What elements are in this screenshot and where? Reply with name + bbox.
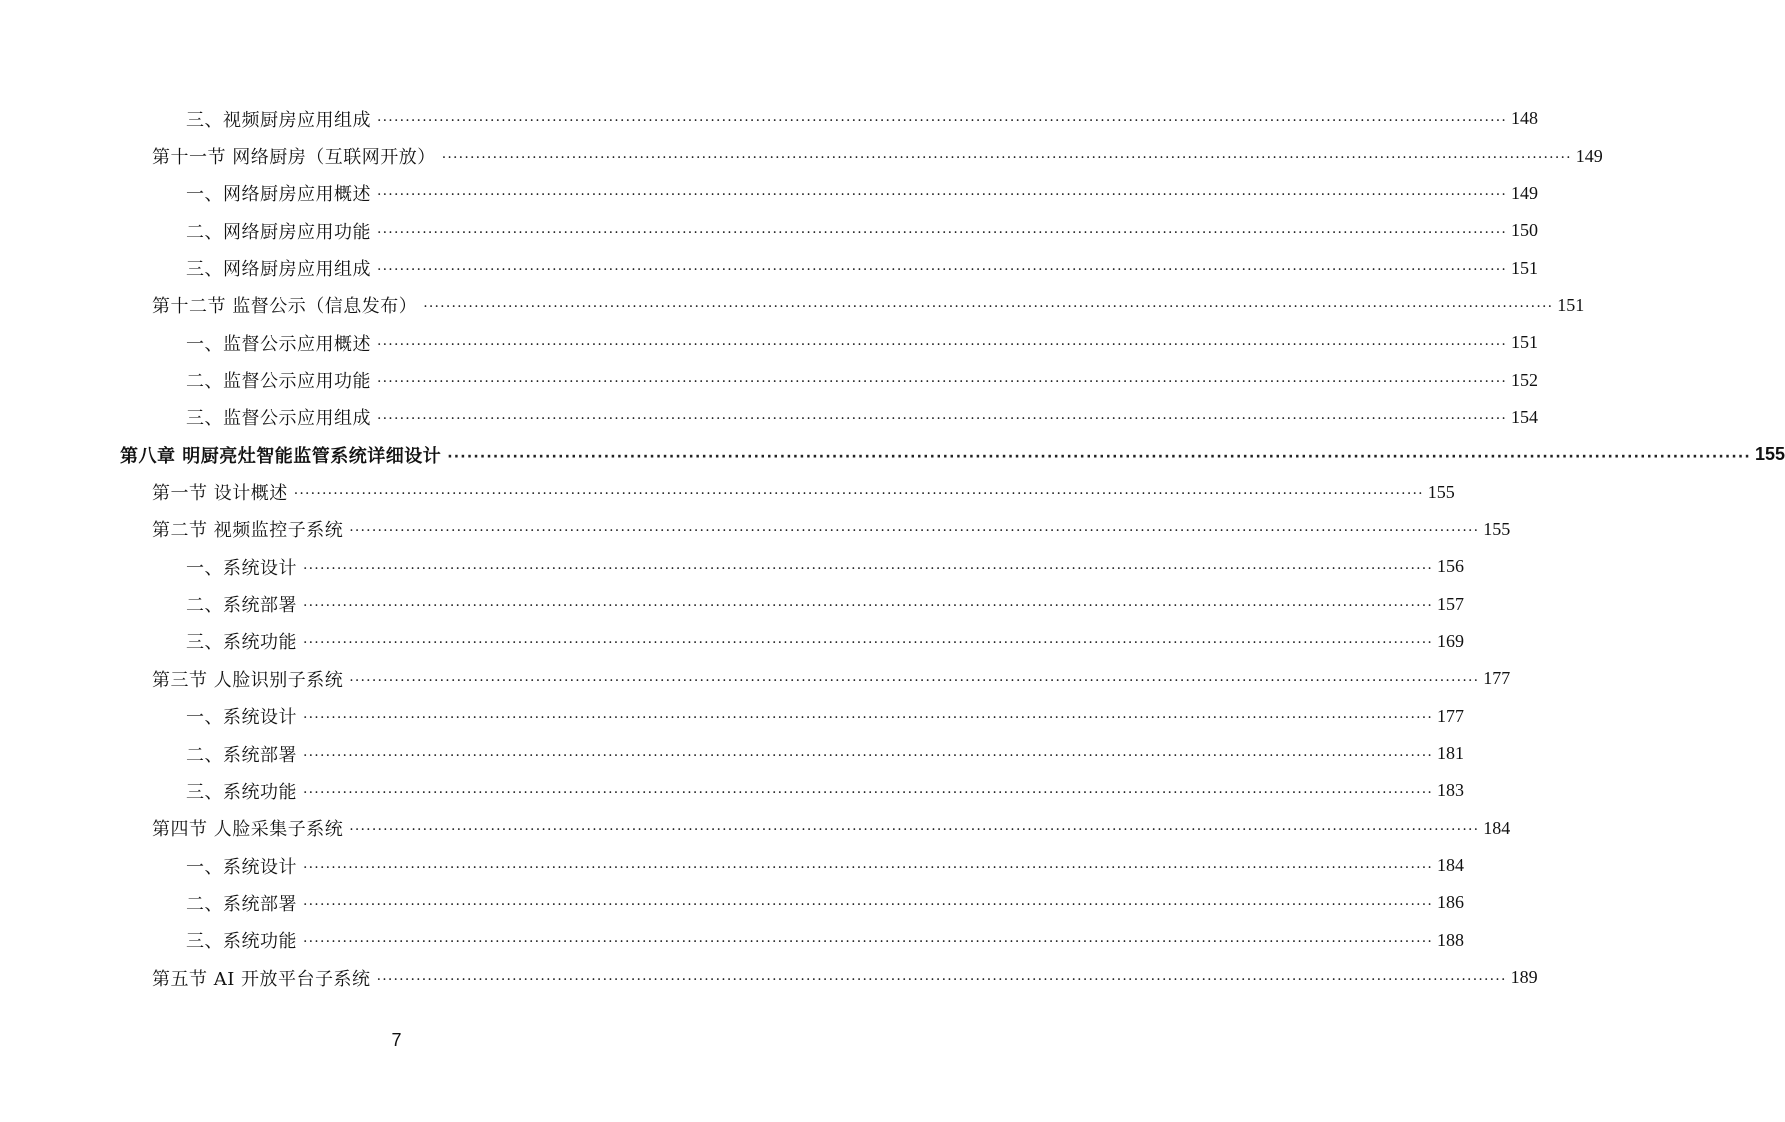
toc-entry[interactable] [0,847,1465,884]
toc-leader-dots: ········································································································································································································ [303,934,1434,951]
toc-entry[interactable] [0,137,1603,174]
toc-entry-page: 156 [1437,556,1465,577]
toc-entry[interactable] [0,100,1539,137]
toc-entry[interactable] [0,884,1465,921]
toc-entry-title: 二、监督公示应用功能 [186,371,371,393]
toc-entry[interactable] [0,361,1539,398]
toc-leader-dots: ········································································································································································································ [349,672,1480,689]
toc-entry-title: 第二节 视频监控子系统 [152,520,344,542]
toc-entry[interactable] [0,735,1465,772]
page-number: 7 [391,1030,402,1050]
toc-leader-dots: ········································································································································································································ [377,187,1508,204]
table-of-contents [0,100,1785,996]
toc-entry-page: 150 [1511,220,1539,241]
toc-entry-title: 第十一节 网络厨房（互联网开放） [152,147,436,169]
toc-leader-dots: ········································································································································································································ [303,784,1434,801]
toc-entry-page: 149 [1511,182,1539,203]
toc-entry-title: 二、网络厨房应用功能 [186,221,371,243]
toc-entry-title: 一、系统设计 [186,707,297,729]
toc-entry[interactable] [0,212,1539,249]
toc-entry-title: 三、系统功能 [186,781,297,803]
toc-leader-dots: ········································································································································································································ [377,411,1508,428]
toc-leader-dots: ········································································································································································································ [376,971,1507,988]
toc-entry[interactable] [0,585,1465,622]
toc-entry-page: 151 [1511,332,1539,353]
toc-entry[interactable] [0,623,1465,660]
toc-entry-page: 149 [1575,145,1603,166]
toc-entry-title: 第四节 人脸采集子系统 [152,819,344,841]
toc-leader-dots: ········································································································································································································ [377,336,1508,353]
toc-entry[interactable] [0,287,1585,324]
toc-entry[interactable] [0,772,1465,809]
toc-entry-page: 155 [1754,444,1785,465]
toc-entry-title: 第八章 明厨亮灶智能监管系统详细设计 [120,445,442,467]
toc-entry[interactable] [0,511,1511,548]
toc-entry-page: 183 [1437,780,1465,801]
toc-entry[interactable] [0,959,1538,996]
toc-leader-dots: ········································································································································································································ [423,299,1554,316]
toc-leader-dots: ········································································································································································································ [447,448,1751,465]
toc-leader-dots: ········································································································································································································ [349,822,1480,839]
toc-entry-page: 169 [1437,630,1465,651]
toc-entry-page: 157 [1437,593,1465,614]
toc-entry-page: 155 [1483,518,1511,539]
toc-entry-title: 第十二节 监督公示（信息发布） [152,296,418,318]
toc-entry-title: 三、系统功能 [186,632,297,654]
toc-entry-page: 189 [1510,967,1538,988]
toc-entry-page: 177 [1483,668,1511,689]
toc-entry[interactable] [0,922,1465,959]
toc-entry[interactable] [0,249,1539,286]
toc-entry-title: 一、网络厨房应用概述 [186,184,371,206]
toc-entry-title: 一、系统设计 [186,856,297,878]
toc-entry-page: 184 [1437,855,1465,876]
toc-entry[interactable] [0,175,1539,212]
toc-entry-page: 155 [1427,481,1455,502]
toc-leader-dots: ········································································································································································································ [303,560,1434,577]
toc-entry-page: 177 [1437,705,1465,726]
toc-leader-dots: ········································································································································································································ [441,150,1572,167]
toc-entry-title: 二、系统部署 [186,893,297,915]
toc-entry-title: 一、监督公示应用概述 [186,333,371,355]
toc-entry-title: 第一节 设计概述 [152,483,288,505]
toc-entry-page: 151 [1511,257,1539,278]
toc-entry-page: 188 [1437,929,1465,950]
toc-entry[interactable] [0,660,1511,697]
toc-leader-dots: ········································································································································································································ [377,112,1508,129]
toc-leader-dots: ········································································································································································································ [303,598,1434,615]
toc-leader-dots: ········································································································································································································ [303,896,1434,913]
toc-entry-title: 三、监督公示应用组成 [186,408,371,430]
toc-entry-page: 186 [1437,892,1465,913]
toc-entry-page: 151 [1557,294,1585,315]
toc-entry[interactable] [0,810,1511,847]
toc-entry-page: 181 [1437,743,1465,764]
toc-entry-title: 第五节 AI 开放平台子系统 [152,968,371,990]
toc-leader-dots: ········································································································································································································ [303,859,1434,876]
toc-leader-dots: ········································································································································································································ [377,374,1508,391]
toc-entry[interactable] [0,548,1465,585]
toc-entry-title: 一、系统设计 [186,557,297,579]
toc-entry-title: 二、系统部署 [186,744,297,766]
toc-leader-dots: ········································································································································································································ [303,747,1434,764]
toc-entry-page: 148 [1511,108,1539,129]
toc-leader-dots: ········································································································································································································ [377,224,1508,241]
toc-entry-page: 152 [1511,369,1539,390]
toc-leader-dots: ········································································································································································································ [303,710,1434,727]
toc-entry-page: 184 [1483,817,1511,838]
toc-entry-page: 154 [1511,406,1539,427]
toc-entry[interactable] [0,473,1455,510]
toc-entry[interactable] [0,698,1465,735]
toc-entry[interactable] [0,324,1539,361]
toc-leader-dots: ········································································································································································································ [377,262,1508,279]
toc-leader-dots: ········································································································································································································ [349,523,1480,540]
toc-entry-title: 二、系统部署 [186,595,297,617]
toc-entry[interactable] [0,436,1785,473]
toc-leader-dots: ········································································································································································································ [303,635,1434,652]
toc-entry-title: 第三节 人脸识别子系统 [152,669,344,691]
toc-leader-dots: ········································································································································································································ [293,486,1424,503]
toc-entry-title: 三、系统功能 [186,931,297,953]
toc-entry[interactable] [0,399,1539,436]
toc-entry-title: 三、网络厨房应用组成 [186,259,371,281]
toc-entry-title: 三、视频厨房应用组成 [186,109,371,131]
